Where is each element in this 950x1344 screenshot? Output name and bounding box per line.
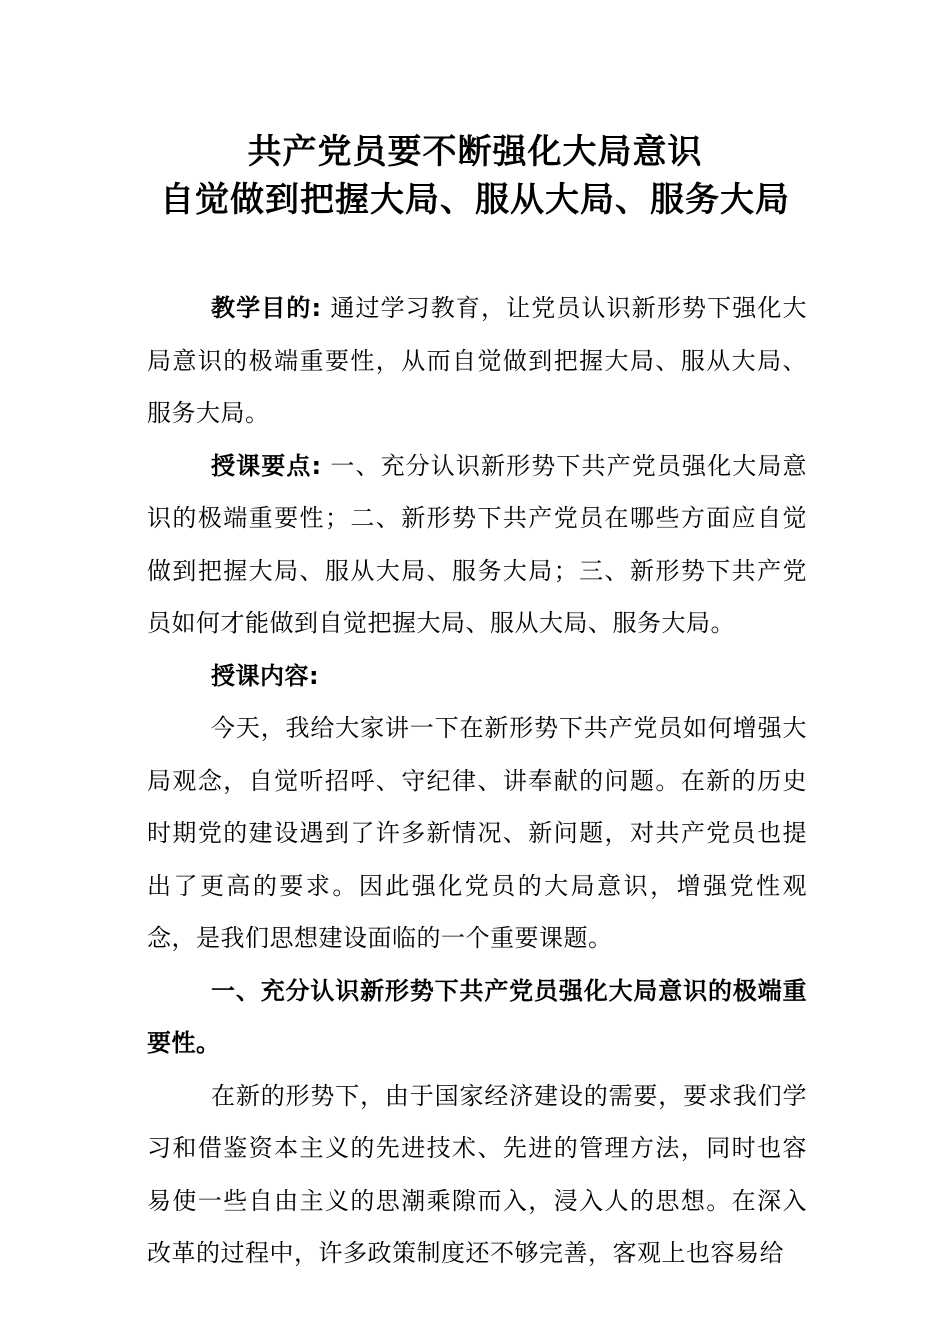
content-label-paragraph: [147, 650, 807, 703]
objective-label: 教学目的:: [211, 294, 322, 322]
content-label: 授课内容:: [211, 661, 320, 690]
section-1-paragraph: 在新的形势下，由于国家经济建设的需要，要求我们学习和借鉴资本主义的先进技术、先进的管理方法，同时也容易使一些自由主义的思潮乘隙而入，浸入人的思想。在深入改革的过程中，许多政策制度还不够完善，客观上也容易给: [147, 1081, 807, 1267]
intro-paragraph: 今天，我给大家讲一下在新形势下共产党员如何增强大局观念，自觉听招呼、守纪律、讲奉献的问题。在新的历史时期党的建设遇到了许多新情况、新问题，对共产党员也提出了更高的要求。因此强化党员的大局意识，增强党性观念，是我们思想建设面临的一个重要课题。: [147, 714, 807, 952]
section-1-heading: 一、充分认识新形势下共产党员强化大局意识的极端重要性。: [147, 976, 807, 1057]
document-title-line-2: 自觉做到把握大局、服从大局、服务大局: [160, 180, 790, 220]
keypoints-text: 一、充分认识新形势下共产党员强化大局意识的极端重要性；二、新形势下共产党员在哪些方面应自觉做到把握大局、服从大局、服务大局；三、新形势下共产党员如何才能做到自觉把握大局、服从大局、服务大局。: [147, 451, 807, 637]
keypoints-label: 授课要点:: [211, 451, 322, 480]
objective-paragraph: [147, 282, 807, 440]
document-body: [147, 282, 807, 1280]
document-title-line-1: 共产党员要不断强化大局意识: [247, 132, 703, 172]
keypoints-paragraph: [147, 440, 807, 650]
objective-text: 通过学习教育，让党员认识新形势下强化大局意识的极端重要性，从而自觉做到把握大局、服从大局、服务大局。: [147, 294, 807, 427]
